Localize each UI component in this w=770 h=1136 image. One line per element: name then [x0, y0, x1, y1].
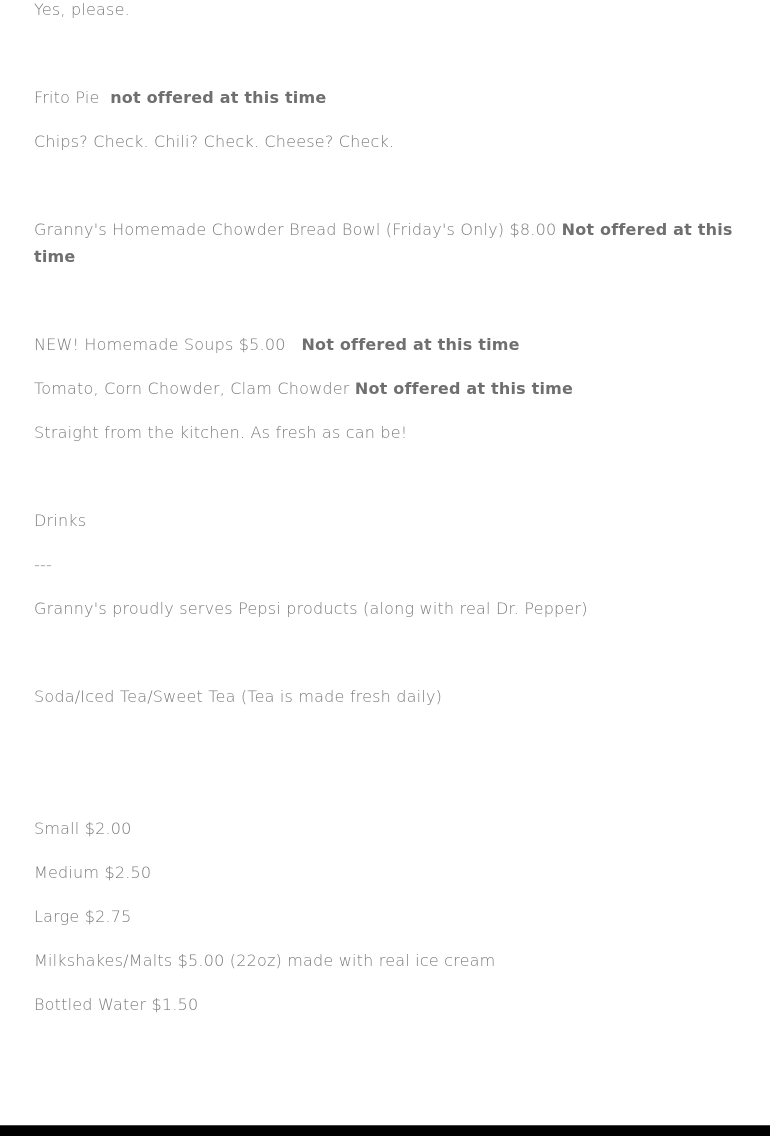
kitchen-description	[34, 419, 734, 446]
bottled-water-label: Bottled Water $1.50	[34, 995, 199, 1014]
milkshakes-item	[34, 947, 734, 974]
drinks-heading-label: Drinks	[34, 511, 87, 530]
drinks-heading	[34, 507, 734, 534]
small-size-label: Small $2.00	[34, 819, 132, 838]
frito-pie-item	[34, 84, 734, 111]
footer-bar	[0, 1125, 770, 1136]
chips-label: Chips? Check. Chili? Check. Cheese? Check.	[34, 132, 395, 151]
yes-please-text	[34, 0, 734, 23]
soup-types-item	[34, 375, 734, 402]
pepsi-label: Granny's proudly serves Pepsi products (along with real Dr. Pepper)	[34, 599, 588, 618]
soups-item	[34, 331, 734, 358]
chips-description	[34, 128, 734, 155]
chowder-bread-bowl-item	[34, 216, 734, 270]
divider	[34, 551, 734, 578]
yes-please-label: Yes, please.	[34, 0, 130, 19]
frito-pie-status: not offered at this time	[110, 88, 327, 107]
medium-size-item	[34, 859, 734, 886]
soups-label: NEW! Homemade Soups $5.00	[34, 335, 286, 354]
frito-pie-label: Frito Pie	[34, 88, 100, 107]
chowder-bread-bowl-label: Granny's Homemade Chowder Bread Bowl (Friday's Only) $8.00	[34, 220, 557, 239]
large-size-label: Large $2.75	[34, 907, 132, 926]
soda-label: Soda/Iced Tea/Sweet Tea (Tea is made fresh daily)	[34, 687, 443, 706]
milkshakes-label: Milkshakes/Malts $5.00 (22oz) made with real ice cream	[34, 951, 496, 970]
soda-item	[34, 683, 734, 710]
large-size-item	[34, 903, 734, 930]
pepsi-description	[34, 595, 734, 622]
soup-types-label: Tomato, Corn Chowder, Clam Chowder	[34, 379, 350, 398]
medium-size-label: Medium $2.50	[34, 863, 152, 882]
chowder-bread-bowl-status: Not offered at this time	[34, 220, 733, 266]
soup-types-status: Not offered at this time	[354, 379, 574, 398]
divider-label: ---	[34, 555, 52, 574]
bottled-water-item	[34, 991, 734, 1018]
small-size-item	[34, 815, 734, 842]
soups-status: Not offered at this time	[301, 335, 520, 354]
kitchen-label: Straight from the kitchen. As fresh as can be!	[34, 423, 408, 442]
